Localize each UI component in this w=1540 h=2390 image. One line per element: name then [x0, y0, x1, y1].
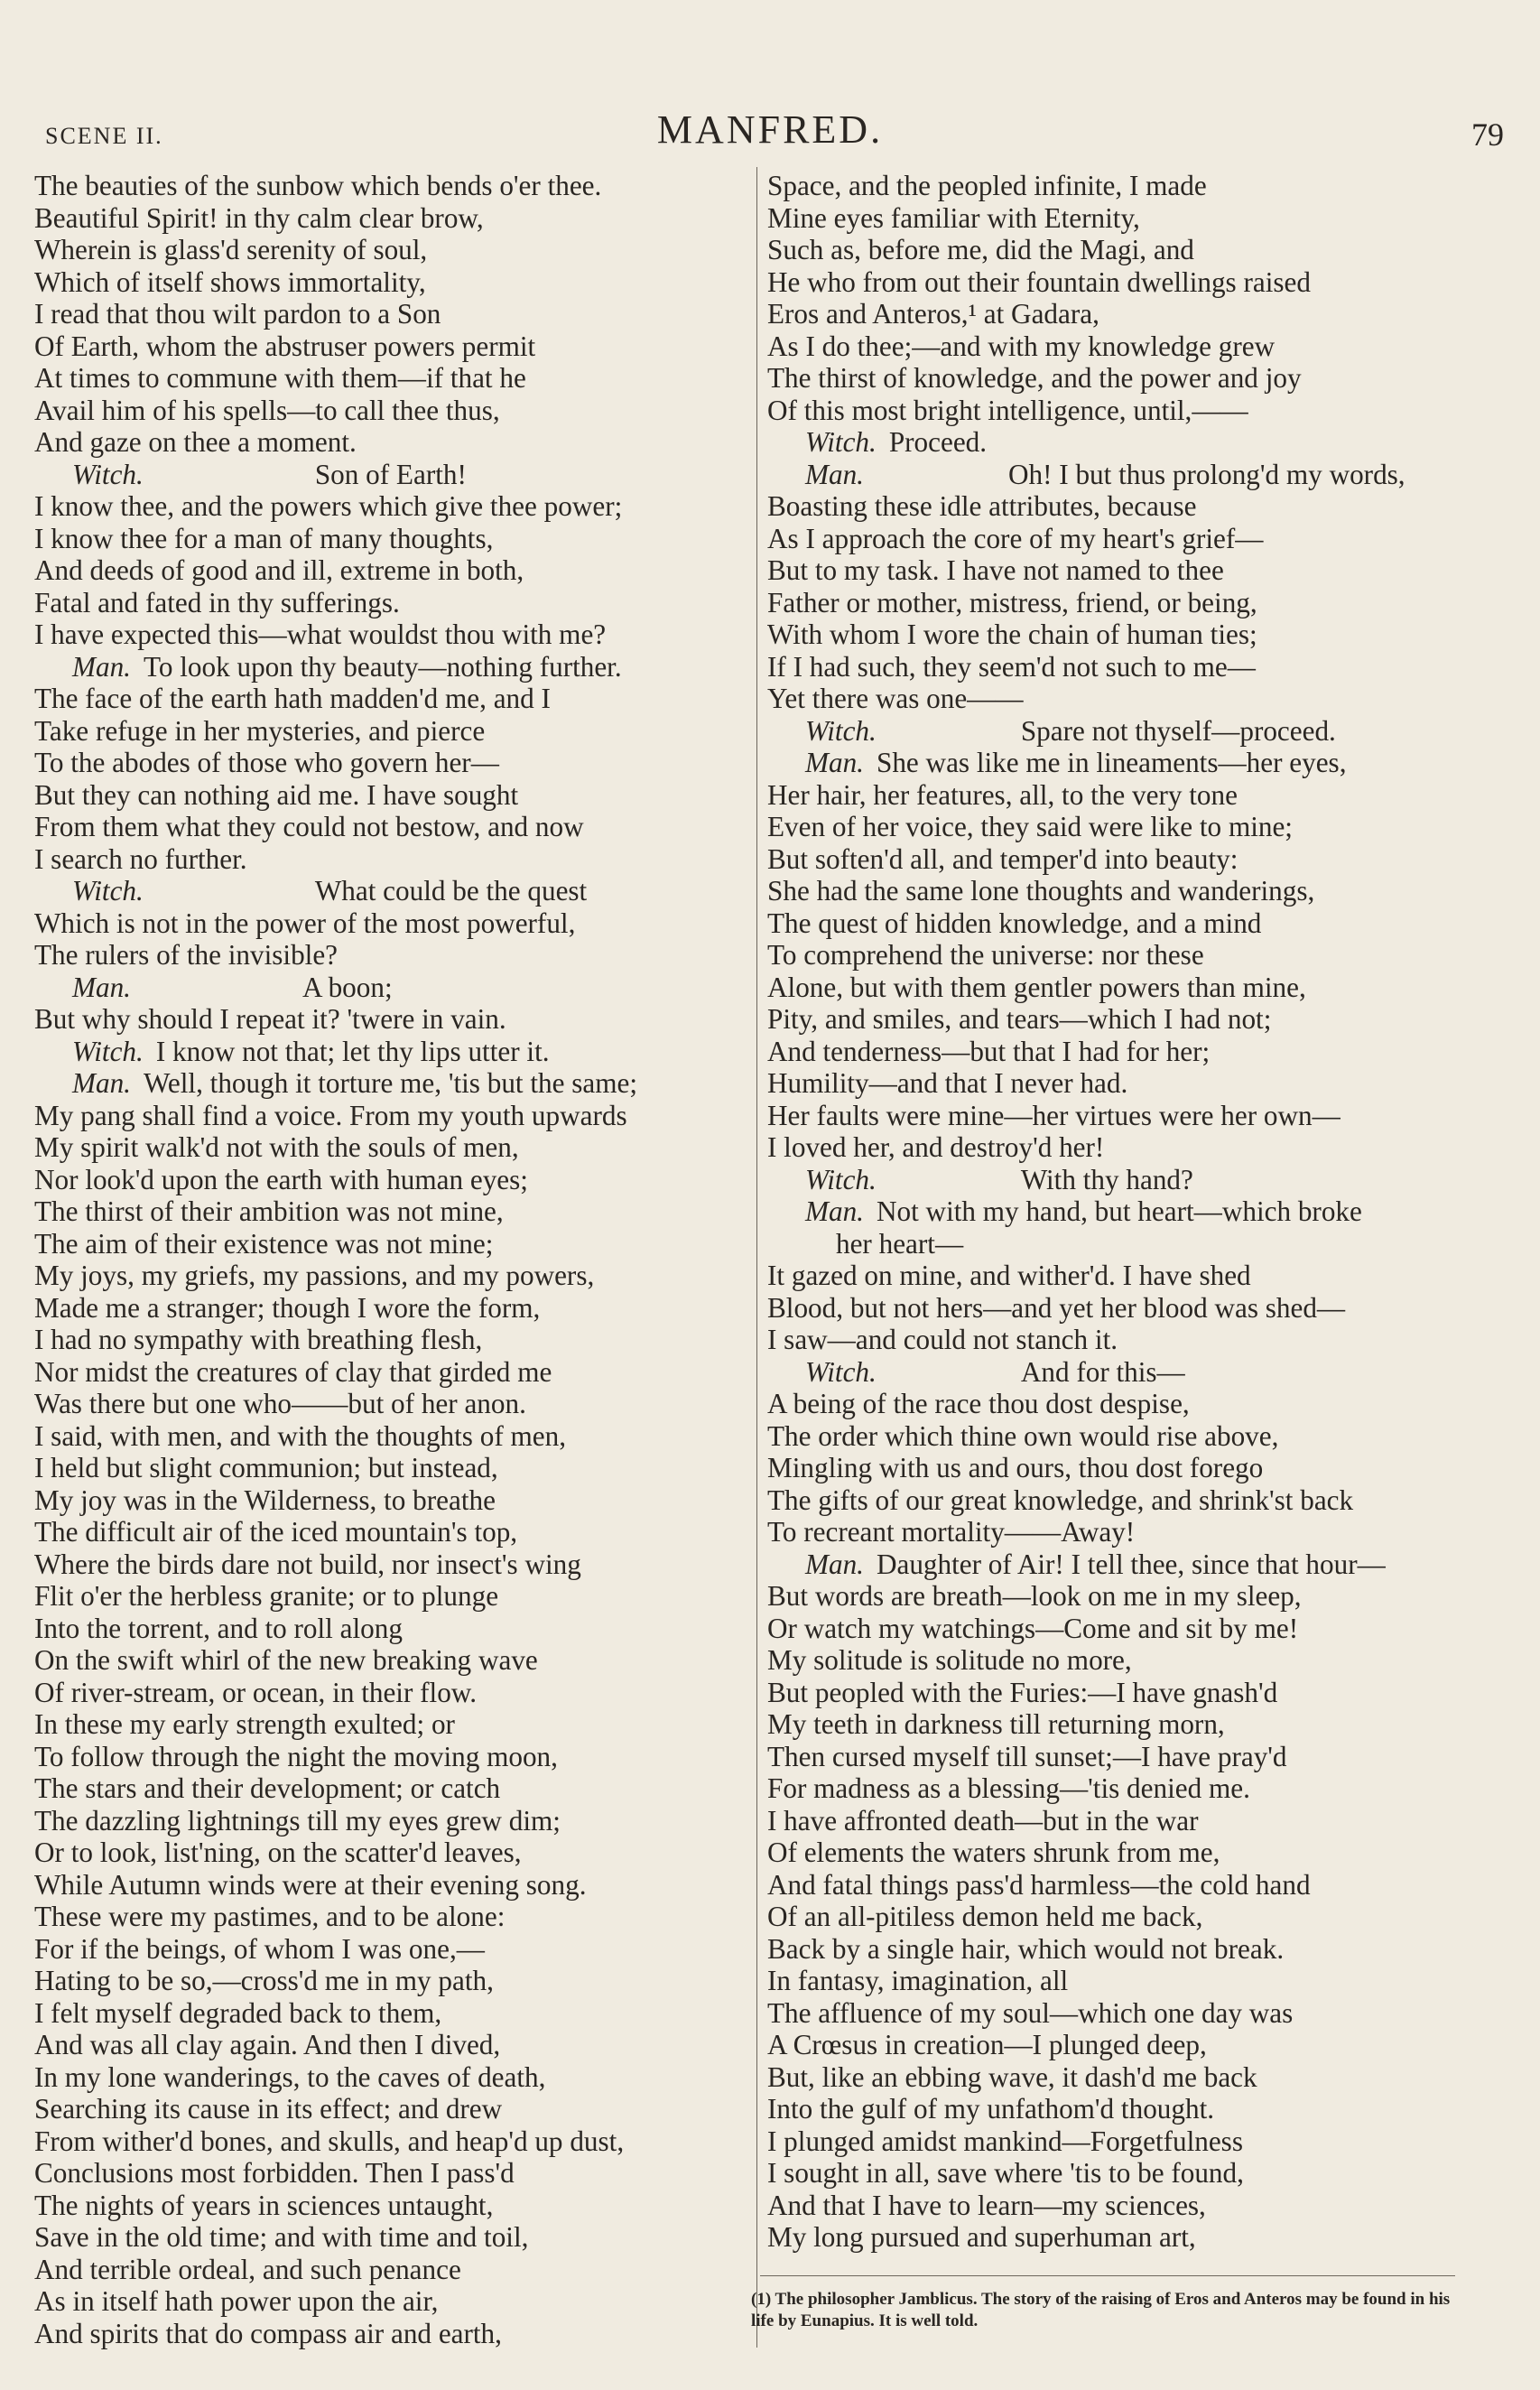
verse-text: Alone, but with them gentler powers than mine, — [767, 971, 1306, 1003]
verse-line — [767, 2093, 1508, 2125]
speaker-name: Man. — [805, 1195, 864, 1227]
verse-line — [767, 1708, 1508, 1741]
verse-text: Proceed. — [888, 426, 988, 458]
verse-line — [34, 2221, 747, 2254]
page-number: 79 — [1471, 116, 1504, 153]
verse-line — [767, 715, 1508, 748]
verse-line — [767, 1516, 1508, 1548]
verse-text: Flit o'er the herbless granite; or to plunge — [34, 1580, 499, 1612]
verse-line — [767, 843, 1508, 876]
verse-text: Her hair, her features, all, to the very tone — [767, 778, 1238, 811]
verse-line — [34, 1869, 747, 1902]
verse-text: On the swift whirl of the new breaking wave — [34, 1644, 538, 1676]
verse-text: From them what they could not bestow, and now — [34, 811, 584, 842]
verse-line — [767, 298, 1508, 330]
speaker-name: Man. — [805, 747, 864, 778]
verse-line — [34, 811, 747, 843]
verse-text: My pang shall find a voice. From my youth upwards — [34, 1099, 627, 1131]
verse-line — [34, 2318, 747, 2350]
verse-line — [34, 779, 747, 812]
verse-text: Daughter of Air! I tell thee, since that hour— — [876, 1548, 1386, 1580]
verse-line — [34, 1997, 747, 2030]
verse-line — [767, 1548, 1508, 1581]
verse-text: The nights of years in sciences untaught, — [34, 2189, 494, 2221]
verse-text: The gifts of our great knowledge, and shrink'st back — [767, 1483, 1354, 1516]
verse-text: Such as, before me, did the Magi, and — [767, 234, 1194, 265]
verse-line — [767, 1100, 1508, 1132]
verse-line — [34, 1805, 747, 1837]
speaker-name: Witch. — [72, 458, 144, 490]
verse-line — [767, 1933, 1508, 1966]
verse-text: Then cursed myself till sunset;—I have pray'd — [767, 1740, 1287, 1772]
verse-line — [767, 1805, 1508, 1837]
verse-line — [767, 1772, 1508, 1805]
verse-line — [767, 554, 1508, 587]
verse-line — [34, 1228, 747, 1260]
verse-line — [34, 2285, 747, 2318]
verse-line — [767, 972, 1508, 1004]
verse-text: Her faults were mine—her virtues were her own— — [767, 1099, 1341, 1131]
verse-text: The stars and their development; or catch — [34, 1772, 501, 1804]
speaker-name: Witch. — [72, 1035, 144, 1067]
verse-line — [34, 1324, 747, 1356]
verse-line — [34, 1292, 747, 1325]
verse-text: Which is not in the power of the most powerful, — [34, 907, 576, 939]
verse-line — [34, 554, 747, 587]
verse-text: And fatal things pass'd harmless—the cold hand — [767, 1868, 1311, 1901]
verse-line — [767, 395, 1508, 427]
verse-text: But words are breath—look on me in my sleep, — [767, 1580, 1302, 1612]
verse-text: As in itself hath power upon the air, — [34, 2285, 439, 2317]
verse-line — [767, 523, 1508, 555]
verse-text: I sought in all, save where 'tis to be found, — [767, 2157, 1244, 2189]
verse-line — [767, 907, 1508, 940]
verse-text: Son of Earth! — [314, 458, 467, 490]
verse-text: At times to commune with them—if that he — [34, 362, 526, 394]
verse-text: In fantasy, imagination, all — [767, 1965, 1069, 1996]
verse-line — [767, 459, 1508, 491]
verse-line — [767, 170, 1508, 202]
verse-text: The thirst of their ambition was not mine, — [34, 1195, 504, 1227]
speaker-name: Witch. — [805, 1163, 877, 1195]
verse-text: She was like me in lineaments—her eyes, — [876, 747, 1347, 778]
verse-text: My joy was in the Wilderness, to breathe — [34, 1483, 496, 1516]
speaker-name: Man. — [805, 1548, 864, 1580]
verse-text: The beauties of the sunbow which bends o'er thee. — [34, 170, 602, 201]
verse-text: If I had such, they seem'd not such to me— — [767, 650, 1256, 683]
verse-line — [767, 587, 1508, 619]
verse-line — [34, 330, 747, 363]
verse-line — [767, 202, 1508, 235]
verse-line — [34, 2029, 747, 2061]
verse-line — [34, 1131, 747, 1164]
verse-text: But, like an ebbing wave, it dash'd me back — [767, 2060, 1257, 2093]
verse-line — [34, 426, 747, 459]
verse-text: To recreant mortality——Away! — [767, 1516, 1136, 1548]
verse-text: I have affronted death—but in the war — [767, 1804, 1199, 1837]
verse-line — [34, 1708, 747, 1741]
verse-line — [767, 1164, 1508, 1196]
verse-text: But to my task. I have not named to thee — [767, 554, 1224, 586]
verse-text: Even of her voice, they said were like to mine; — [767, 811, 1293, 842]
scene-label: SCENE II. — [45, 123, 163, 149]
verse-text: And gaze on thee a moment. — [34, 426, 357, 458]
verse-text: I plunged amidst mankind—Forgetfulness — [767, 2125, 1243, 2157]
verse-text: I loved her, and destroy'd her! — [767, 1131, 1105, 1163]
verse-line — [767, 651, 1508, 684]
verse-text: And that I have to learn—my sciences, — [767, 2189, 1206, 2221]
verse-text: As I approach the core of my heart's grief— — [767, 522, 1264, 554]
verse-text: Of Earth, whom the abstruser powers permit — [34, 330, 536, 362]
verse-line — [34, 747, 747, 779]
verse-line — [767, 1644, 1508, 1677]
verse-line — [34, 587, 747, 619]
verse-text: To comprehend the universe: nor these — [767, 939, 1204, 971]
verse-text: The aim of their existence was not mine; — [34, 1227, 494, 1260]
verse-text: To the abodes of those who govern her— — [34, 747, 499, 778]
verse-line — [34, 907, 747, 940]
verse-text: Which of itself shows immortality, — [34, 265, 426, 298]
verse-text: Of this most bright intelligence, until,—— — [767, 394, 1248, 426]
verse-text: The affluence of my soul—which one day was — [767, 1996, 1294, 2029]
verse-text: Made me a stranger; though I wore the form, — [34, 1291, 541, 1324]
verse-text: With whom I wore the chain of human ties; — [767, 618, 1257, 650]
verse-text: Blood, but not hers—and yet her blood was shed— — [767, 1291, 1346, 1324]
verse-line — [767, 1452, 1508, 1484]
speaker-name: Man. — [805, 458, 864, 490]
verse-line — [767, 330, 1508, 363]
verse-line — [767, 1484, 1508, 1517]
verse-line — [34, 1837, 747, 1869]
verse-text: And for this— — [1020, 1355, 1185, 1388]
verse-line — [767, 2190, 1508, 2222]
verse-line — [34, 972, 747, 1004]
verse-text: But peopled with the Furies:—I have gnash'd — [767, 1676, 1278, 1708]
verse-line — [767, 1067, 1508, 1100]
verse-text: It gazed on mine, and wither'd. I have shed — [767, 1260, 1251, 1291]
verse-text: My solitude is solitude no more, — [767, 1644, 1132, 1676]
verse-line — [34, 939, 747, 972]
verse-line — [34, 2157, 747, 2190]
verse-line — [767, 1869, 1508, 1902]
verse-line — [34, 1901, 747, 1933]
verse-text: I saw—and could not stanch it. — [767, 1324, 1118, 1355]
verse-line — [34, 1036, 747, 1068]
verse-text: Mingling with us and ours, thou dost forego — [767, 1452, 1264, 1483]
verse-line — [767, 747, 1508, 779]
verse-text: Or to look, list'ning, on the scatter'd leaves, — [34, 1837, 522, 1868]
verse-line — [767, 2029, 1508, 2061]
verse-line — [767, 2125, 1508, 2158]
verse-text: Hating to be so,—cross'd me in my path, — [34, 1965, 494, 1996]
verse-text: Oh! I but thus prolong'd my words, — [1007, 458, 1405, 490]
verse-text: He who from out their fountain dwellings raised — [767, 265, 1311, 298]
verse-line — [34, 362, 747, 395]
verse-text: The face of the earth hath madden'd me, and I — [34, 683, 551, 714]
verse-text: For madness as a blessing—'tis denied me. — [767, 1772, 1250, 1804]
verse-text: Take refuge in her mysteries, and pierce — [34, 714, 486, 747]
verse-text: In my lone wanderings, to the caves of death, — [34, 2060, 546, 2093]
verse-line — [34, 2093, 747, 2125]
speaker-name: Man. — [72, 650, 131, 683]
left-column — [34, 170, 747, 2349]
verse-line — [34, 2125, 747, 2158]
verse-text: I know thee for a man of many thoughts, — [34, 522, 494, 554]
verse-line — [767, 1580, 1508, 1613]
verse-line — [767, 362, 1508, 395]
verse-text: Spare not thyself—proceed. — [1020, 714, 1336, 747]
verse-text: I know thee, and the powers which give thee power; — [34, 490, 623, 522]
verse-line — [767, 683, 1508, 715]
verse-text: The dazzling lightnings till my eyes grew dim; — [34, 1804, 561, 1837]
verse-line — [34, 1548, 747, 1581]
verse-line — [767, 1837, 1508, 1869]
verse-line — [34, 1677, 747, 1709]
verse-line — [34, 2190, 747, 2222]
verse-text: I search no further. — [34, 842, 247, 875]
verse-text: And terrible ordeal, and such penance — [34, 2253, 461, 2285]
verse-text: As I do thee;—and with my knowledge grew — [767, 330, 1276, 362]
verse-text: Into the torrent, and to roll along — [34, 1612, 403, 1644]
verse-text: Mine eyes familiar with Eternity, — [767, 201, 1140, 234]
verse-line — [34, 395, 747, 427]
verse-line — [34, 1388, 747, 1420]
verse-text: Was there but one who——but of her anon. — [34, 1388, 526, 1419]
verse-line — [34, 490, 747, 523]
verse-line — [34, 1164, 747, 1196]
verse-line — [767, 1420, 1508, 1453]
verse-text: While Autumn winds were at their evening song. — [34, 1868, 587, 1901]
verse-text: To follow through the night the moving moon, — [34, 1740, 558, 1772]
verse-text: Pity, and smiles, and tears—which I had not; — [767, 1003, 1272, 1035]
verse-text: I have expected this—what wouldst thou with me? — [34, 618, 607, 650]
verse-line — [34, 1420, 747, 1453]
verse-line — [767, 811, 1508, 843]
verse-text: Beautiful Spirit! in thy calm clear brow, — [34, 201, 484, 234]
speaker-name: Man. — [72, 1067, 131, 1099]
speaker-name: Witch. — [805, 1355, 877, 1388]
verse-line — [767, 426, 1508, 459]
verse-text: And spirits that do compass air and earth, — [34, 2317, 502, 2349]
speaker-name: Man. — [72, 971, 131, 1003]
verse-text: And deeds of good and ill, extreme in both, — [34, 554, 524, 586]
speaker-name: Witch. — [805, 714, 877, 747]
verse-line — [34, 618, 747, 651]
verse-text: Back by a single hair, which would not break. — [767, 1932, 1285, 1965]
right-column — [767, 170, 1508, 2254]
verse-text: A being of the race thou dost despise, — [767, 1388, 1190, 1419]
verse-text: Where the birds dare not build, nor insect's wing — [34, 1548, 581, 1580]
verse-text: These were my pastimes, and to be alone: — [34, 1901, 506, 1932]
verse-line — [34, 266, 747, 299]
verse-text: Or watch my watchings—Come and sit by me! — [767, 1612, 1299, 1644]
verse-text: I had no sympathy with breathing flesh, — [34, 1324, 483, 1355]
verse-line — [34, 1195, 747, 1228]
verse-line — [767, 1292, 1508, 1325]
verse-line — [34, 1100, 747, 1132]
verse-text: My spirit walk'd not with the souls of men, — [34, 1131, 519, 1163]
verse-text: In these my early strength exulted; or — [34, 1708, 455, 1740]
verse-text: Humility—and that I never had. — [767, 1067, 1128, 1099]
verse-line — [767, 1965, 1508, 1997]
verse-line — [767, 1388, 1508, 1420]
verse-text: A boon; — [302, 971, 393, 1003]
verse-text: But why should I repeat it? 'twere in vain. — [34, 1003, 506, 1035]
footnote: (1) The philosopher Jamblicus. The story of the raising of Eros and Anteros may be found in his life by Eunapius. It is well told. — [751, 2290, 1451, 2330]
verse-text: The thirst of knowledge, and the power and joy — [767, 362, 1302, 394]
verse-line — [767, 2221, 1508, 2254]
verse-text: My long pursued and superhuman art, — [767, 2221, 1196, 2253]
verse-text: The rulers of the invisible? — [34, 939, 339, 971]
verse-line — [34, 1356, 747, 1389]
verse-text: With thy hand? — [1020, 1163, 1193, 1195]
verse-text: A Crœsus in creation—I plunged deep, — [767, 2029, 1207, 2060]
verse-line — [34, 1260, 747, 1292]
verse-text: To look upon thy beauty—nothing further. — [143, 650, 622, 683]
verse-line — [34, 298, 747, 330]
verse-line — [767, 1356, 1508, 1389]
verse-text: Save in the old time; and with time and toil, — [34, 2221, 529, 2253]
page-header — [0, 107, 1540, 161]
verse-text: I felt myself degraded back to them, — [34, 1996, 442, 2029]
verse-line — [34, 170, 747, 202]
verse-line — [34, 1003, 747, 1036]
verse-line — [34, 1452, 747, 1484]
verse-line — [767, 1260, 1508, 1292]
verse-line — [767, 1228, 1508, 1260]
verse-line — [767, 1324, 1508, 1356]
verse-line — [767, 1677, 1508, 1709]
verse-line — [34, 715, 747, 748]
verse-line — [34, 1067, 747, 1100]
verse-line — [767, 1901, 1508, 1933]
verse-text: Nor midst the creatures of clay that girded me — [34, 1355, 552, 1388]
verse-text: Boasting these idle attributes, because — [767, 490, 1197, 522]
verse-text: But they can nothing aid me. I have sought — [34, 778, 519, 811]
verse-line — [767, 618, 1508, 651]
verse-text: My teeth in darkness till returning morn, — [767, 1708, 1225, 1740]
verse-line — [767, 2157, 1508, 2190]
verse-line — [34, 523, 747, 555]
verse-text: Space, and the peopled infinite, I made — [767, 170, 1207, 201]
verse-text: Father or mother, mistress, friend, or being, — [767, 586, 1257, 618]
verse-line — [34, 202, 747, 235]
verse-text: Yet there was one—— — [767, 683, 1024, 714]
verse-text: Of elements the waters shrunk from me, — [767, 1837, 1220, 1868]
verse-text: The order which thine own would rise above, — [767, 1419, 1279, 1452]
verse-text: And was all clay again. And then I dived, — [34, 2029, 501, 2060]
verse-line — [767, 1003, 1508, 1036]
verse-line — [34, 683, 747, 715]
verse-text: For if the beings, of whom I was one,— — [34, 1932, 485, 1965]
verse-line — [34, 843, 747, 876]
verse-line — [34, 2254, 747, 2286]
verse-text: Conclusions most forbidden. Then I pass'd — [34, 2157, 515, 2189]
verse-text: She had the same lone thoughts and wanderings, — [767, 875, 1315, 907]
verse-text: Eros and Anteros,¹ at Gadara, — [767, 298, 1099, 330]
verse-text: Fatal and fated in thy sufferings. — [34, 586, 400, 618]
verse-text: Not with my hand, but heart—which broke — [876, 1195, 1362, 1227]
running-title: MANFRED. — [656, 107, 884, 152]
verse-line — [34, 651, 747, 684]
verse-text: And tenderness—but that I had for her; — [767, 1035, 1211, 1067]
verse-line — [767, 779, 1508, 812]
verse-text: What could be the quest — [314, 875, 588, 907]
verse-text: Searching its cause in its effect; and drew — [34, 2093, 503, 2125]
verse-text: The difficult air of the iced mountain's top, — [34, 1516, 518, 1548]
verse-line — [34, 1772, 747, 1805]
verse-line — [767, 1195, 1508, 1228]
verse-text: her heart— — [836, 1227, 964, 1260]
verse-line — [767, 939, 1508, 972]
verse-line — [34, 459, 747, 491]
verse-line — [34, 1613, 747, 1645]
verse-line — [767, 490, 1508, 523]
verse-text: Well, though it torture me, 'tis but the same; — [143, 1067, 638, 1099]
verse-text: From wither'd bones, and skulls, and heap'd up dust, — [34, 2125, 625, 2157]
verse-line — [34, 1580, 747, 1613]
verse-line — [34, 1516, 747, 1548]
verse-text: I said, with men, and with the thoughts of men, — [34, 1419, 567, 1452]
verse-text: I know not that; let thy lips utter it. — [155, 1035, 550, 1067]
verse-line — [767, 1036, 1508, 1068]
verse-line — [34, 1644, 747, 1677]
verse-line — [767, 1131, 1508, 1164]
verse-text: I held but slight communion; but instead, — [34, 1452, 498, 1483]
verse-text: But soften'd all, and temper'd into beauty: — [767, 842, 1238, 875]
verse-line — [767, 234, 1508, 266]
verse-text: Of river-stream, or ocean, in their flow. — [34, 1676, 478, 1708]
verse-text: Avail him of his spells—to call thee thus, — [34, 394, 500, 426]
verse-line — [34, 2061, 747, 2094]
verse-line — [34, 1741, 747, 1773]
verse-line — [34, 1933, 747, 1966]
verse-line — [767, 1997, 1508, 2030]
speaker-name: Witch. — [72, 875, 144, 907]
verse-text: I read that thou wilt pardon to a Son — [34, 298, 441, 330]
verse-text: Wherein is glass'd serenity of soul, — [34, 234, 428, 265]
verse-text: Of an all-pitiless demon held me back, — [767, 1901, 1203, 1932]
column-divider — [756, 167, 757, 2348]
verse-line — [34, 1484, 747, 1517]
verse-line — [767, 1613, 1508, 1645]
verse-text: My joys, my griefs, my passions, and my powers, — [34, 1260, 595, 1291]
verse-line — [767, 875, 1508, 907]
verse-line — [767, 2061, 1508, 2094]
verse-line — [34, 1965, 747, 1997]
footnote-divider — [760, 2275, 1455, 2276]
verse-line — [767, 266, 1508, 299]
verse-text: Nor look'd upon the earth with human eyes; — [34, 1163, 528, 1195]
verse-line — [34, 234, 747, 266]
verse-text: The quest of hidden knowledge, and a mind — [767, 907, 1262, 939]
verse-line — [34, 875, 747, 907]
verse-line — [767, 1741, 1508, 1773]
speaker-name: Witch. — [805, 426, 877, 458]
verse-text: Into the gulf of my unfathom'd thought. — [767, 2093, 1215, 2125]
